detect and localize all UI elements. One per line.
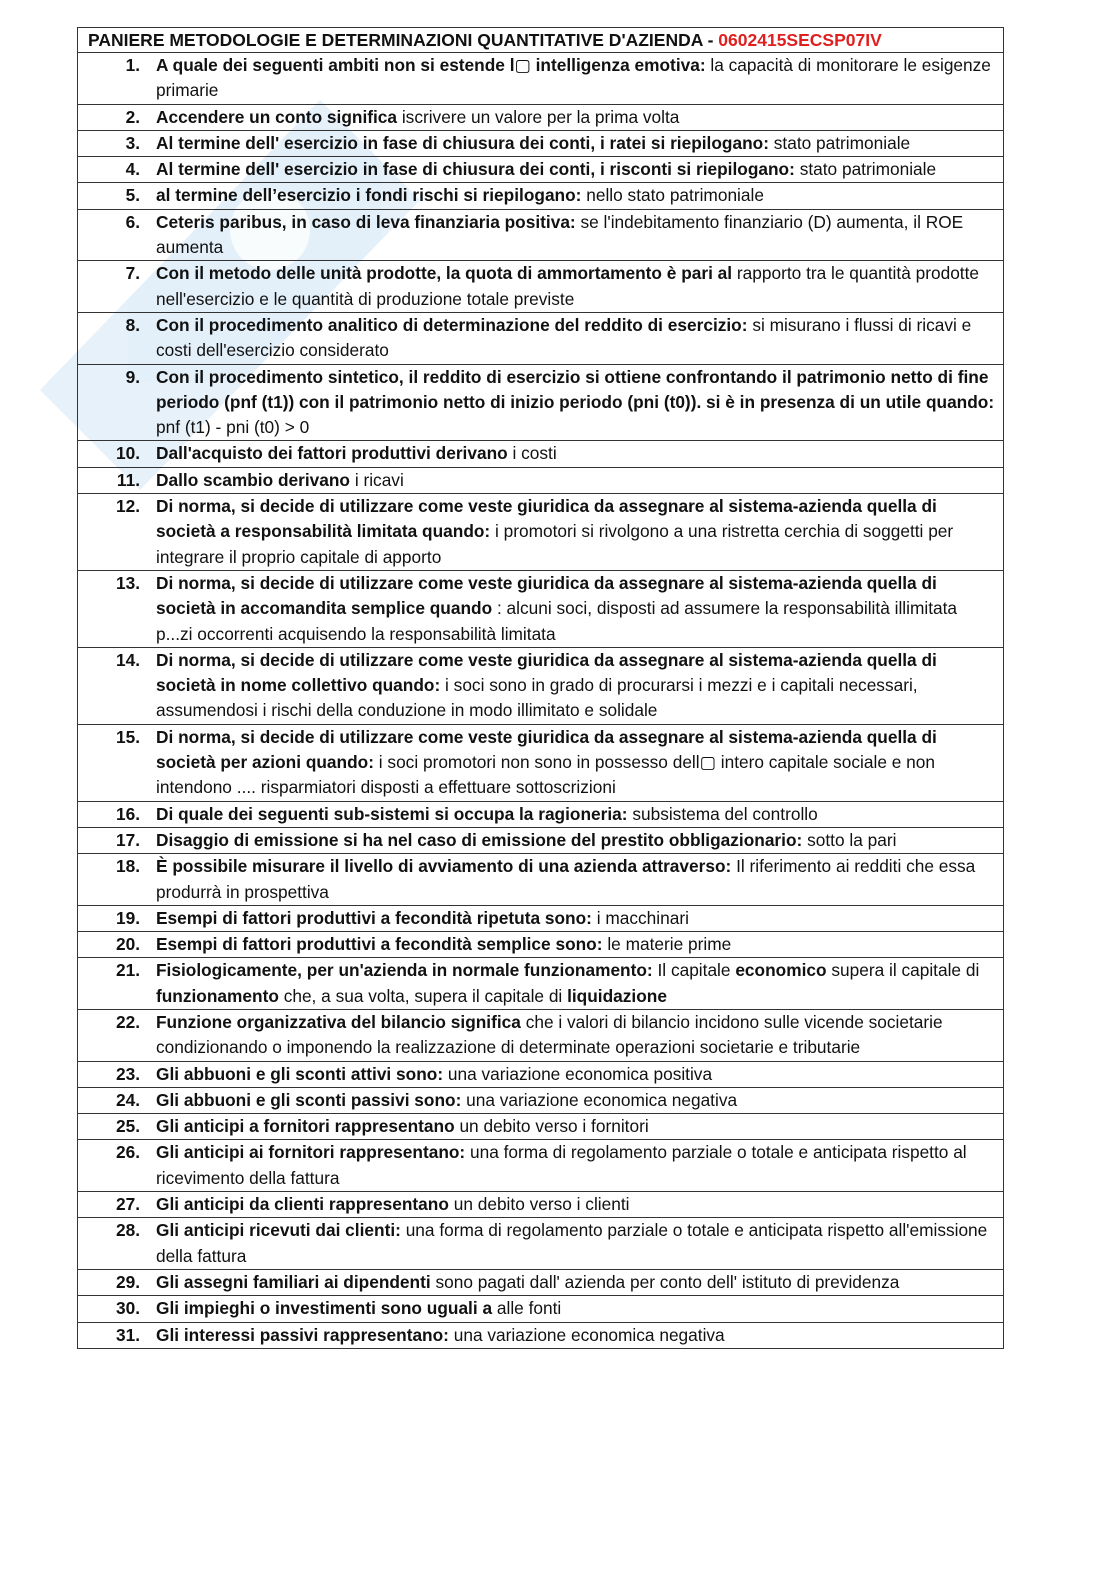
item-number: 31. — [115, 1324, 140, 1345]
question-text: Di norma, si decide di utilizzare come veste giuridica da assegnare al sistema-azienda quella di società in accomandita semplice quando — [156, 572, 937, 619]
answer-text: i costi — [512, 443, 557, 464]
question-text: Gli assegni familiari ai dipendenti — [156, 1271, 431, 1292]
question-cell — [78, 1009, 1004, 1061]
question-cell — [78, 724, 1004, 801]
answer-text: una forma di regolamento parziale o totale e anticipata rispetto al ricevimento della fattura — [156, 1142, 967, 1188]
table-row — [78, 1009, 1004, 1061]
question-text: Gli impieghi o investimenti sono uguali a — [156, 1298, 493, 1319]
item-number: 6. — [125, 211, 140, 232]
table-row — [78, 827, 1004, 853]
question-text: Dallo scambio derivano — [156, 469, 350, 490]
table-row — [78, 905, 1004, 931]
answer-text: sono pagati dall' azienda per conto dell' istituto di previdenza — [435, 1271, 900, 1292]
question-text: Gli anticipi da clienti rappresentano — [156, 1194, 449, 1215]
item-number: 11. — [116, 469, 140, 490]
question-cell — [78, 364, 1004, 441]
item-number: 4. — [125, 159, 140, 180]
answer-part: che, a sua volta, supera il capitale di — [278, 985, 568, 1006]
item-number: 27. — [115, 1194, 140, 1215]
question-text: Dall'acquisto dei fattori produttivi derivano — [156, 443, 508, 464]
question-text: Di norma, si decide di utilizzare come veste giuridica da assegnare al sistema-azienda quella di società in nome collettivo quando: — [156, 649, 937, 696]
question-cell — [78, 854, 1004, 906]
answer-part: funzionamento — [156, 985, 279, 1006]
table-row — [78, 364, 1004, 441]
table-row — [78, 494, 1004, 571]
table-row — [78, 724, 1004, 801]
table-row — [78, 1140, 1004, 1192]
answer-text: : alcuni soci, disposti ad assumere la responsabilità illimitata p...zi occorrenti acquisendo la responsabilità limitata — [156, 598, 958, 644]
question-cell — [78, 570, 1004, 647]
question-text: Di norma, si decide di utilizzare come veste giuridica da assegnare al sistema-azienda quella di società a responsabilità limitata quando: — [156, 496, 937, 542]
question-text: Gli anticipi ricevuti dai clienti: — [156, 1220, 401, 1241]
question-text: Ceteris paribus, in caso di leva finanziaria positiva: — [156, 211, 576, 232]
question-text: Gli abbuoni e gli sconti attivi sono: — [156, 1063, 444, 1084]
question-text: A quale dei seguenti ambiti non si estende l▢ intelligenza emotiva: — [156, 55, 706, 75]
item-number: 25. — [115, 1116, 140, 1137]
table-row — [78, 958, 1004, 1010]
item-number: 9. — [125, 366, 140, 387]
answer-part: economico — [735, 960, 827, 981]
question-cell — [78, 441, 1004, 467]
table-row — [78, 854, 1004, 906]
table-row — [78, 261, 1004, 313]
answer-text: sotto la pari — [807, 829, 897, 850]
answer-text: i soci sono in grado di procurarsi i mezzi e i capitali necessari, assumendosi i rischi della conduzione in modo illimitato e solidale — [156, 675, 918, 721]
item-number: 10. — [115, 443, 140, 464]
answer-text: subsistema del controllo — [632, 803, 818, 824]
item-number: 30. — [115, 1298, 140, 1319]
table-row — [78, 1218, 1004, 1270]
question-text: Di norma, si decide di utilizzare come veste giuridica da assegnare al sistema-azienda quella di società per azioni quando: — [156, 726, 937, 773]
item-number: 22. — [115, 1011, 140, 1032]
item-number: 7. — [125, 263, 140, 284]
title-text: PANIERE METODOLOGIE E DETERMINAZIONI QUANTITATIVE D'AZIENDA - — [88, 30, 719, 50]
question-cell — [78, 1322, 1004, 1348]
title-row — [78, 28, 1004, 53]
table-row — [78, 104, 1004, 130]
item-number: 21. — [115, 960, 140, 981]
question-cell — [78, 1296, 1004, 1322]
question-cell — [78, 958, 1004, 1010]
item-number: 24. — [115, 1089, 140, 1110]
answer-text: una variazione economica negativa — [453, 1324, 725, 1345]
table-row — [78, 312, 1004, 364]
answer-text: iscrivere un valore per la prima volta — [401, 106, 680, 127]
question-text: Con il procedimento sintetico, il reddito di esercizio si ottiene confrontando il patrimonio netto di fine periodo (pnf (t1)) con il patrimonio netto di inizio periodo (pni (t0)). si è in presenza di un utile quando: — [156, 366, 995, 412]
answer-part: liquidazione — [567, 985, 667, 1006]
question-cell — [78, 801, 1004, 827]
question-cell — [78, 494, 1004, 571]
item-number: 16. — [115, 803, 140, 824]
question-cell — [78, 1140, 1004, 1192]
answer-text: rapporto tra le quantità prodotte nell'esercizio e le quantità di produzione totale previste — [156, 263, 980, 309]
question-cell — [78, 104, 1004, 130]
table-row — [78, 209, 1004, 261]
item-number: 2. — [125, 106, 140, 127]
answer-text: una variazione economica negativa — [466, 1089, 738, 1110]
item-number: 1. — [125, 55, 140, 75]
item-number: 29. — [115, 1271, 140, 1292]
item-number: 5. — [125, 185, 140, 206]
question-cell — [78, 467, 1004, 493]
answer-part: supera il capitale di — [826, 960, 980, 981]
answer-text: Il riferimento ai redditi che essa produrrà in prospettiva — [156, 856, 976, 902]
answer-text: che i valori di bilancio incidono sulle vicende societarie condizionando o imponendo la realizzazione di determinate operazioni societarie e tributarie — [156, 1011, 943, 1058]
question-text: Con il procedimento analitico di determinazione del reddito di esercizio: — [156, 314, 748, 335]
table-row — [78, 1061, 1004, 1087]
item-number: 17. — [115, 829, 140, 850]
answer-text: si misurano i flussi di ricavi e costi dell'esercizio considerato — [156, 314, 972, 361]
answer-text: una variazione economica positiva — [447, 1063, 713, 1084]
question-table — [77, 27, 1004, 1349]
question-text: Gli abbuoni e gli sconti passivi sono: — [156, 1089, 462, 1110]
answer-text: un debito verso i clienti — [453, 1194, 630, 1215]
item-number: 23. — [115, 1063, 140, 1084]
question-cell — [78, 312, 1004, 364]
question-text: Funzione organizzativa del bilancio significa — [156, 1011, 521, 1032]
item-number: 26. — [115, 1142, 140, 1163]
answer-text: nello stato patrimoniale — [586, 185, 764, 206]
question-text: Esempi di fattori produttivi a fecondità semplice sono: — [156, 934, 603, 955]
table-row — [78, 1114, 1004, 1140]
question-text: al termine dell’esercizio i fondi rischi si riepilogano: — [156, 185, 582, 206]
answer-text: la capacità di monitorare le esigenze primarie — [156, 55, 991, 101]
table-row — [78, 801, 1004, 827]
question-cell — [78, 1192, 1004, 1218]
question-text: Esempi di fattori produttivi a fecondità ripetuta sono: — [156, 907, 592, 928]
table-row — [78, 1296, 1004, 1322]
question-text: Con il metodo delle unità prodotte, la quota di ammortamento è pari al — [156, 263, 733, 284]
question-cell — [78, 932, 1004, 958]
item-number: 13. — [115, 572, 140, 593]
question-cell — [78, 209, 1004, 261]
question-cell — [78, 130, 1004, 156]
table-row — [78, 53, 1004, 105]
answer-text: i soci promotori non sono in possesso dell▢ intero capitale sociale e non intendono .... risparmiatori disposti a effettuare sottoscrizioni — [156, 752, 935, 798]
answer-text: alle fonti — [496, 1298, 562, 1319]
question-text: Al termine dell' esercizio in fase di chiusura dei conti, i risconti si riepilogano: — [156, 159, 795, 180]
question-text: Gli interessi passivi rappresentano: — [156, 1324, 449, 1345]
table-row — [78, 570, 1004, 647]
table-row — [78, 1192, 1004, 1218]
table-row — [78, 932, 1004, 958]
item-number: 20. — [115, 934, 140, 955]
item-number: 18. — [115, 856, 140, 877]
table-row — [78, 441, 1004, 467]
table-row — [78, 157, 1004, 183]
answer-text: i macchinari — [596, 907, 689, 928]
item-number: 19. — [115, 907, 140, 928]
question-cell — [78, 1114, 1004, 1140]
document-title — [78, 28, 1004, 53]
answer-text: stato patrimoniale — [799, 159, 937, 180]
question-cell — [78, 905, 1004, 931]
question-text: Gli anticipi a fornitori rappresentano — [156, 1116, 455, 1137]
question-cell — [78, 1269, 1004, 1295]
question-cell — [78, 157, 1004, 183]
item-number: 12. — [115, 496, 140, 517]
answer-text: pnf (t1) - pni (t0) > 0 — [156, 417, 310, 438]
answer-text: una forma di regolamento parziale o totale e anticipata rispetto all'emissione della fattura — [156, 1220, 988, 1266]
answer-text: le materie prime — [607, 934, 732, 955]
answer-text: stato patrimoniale — [773, 132, 911, 153]
question-cell — [78, 1218, 1004, 1270]
item-number: 3. — [125, 132, 140, 153]
question-text: Di quale dei seguenti sub-sistemi si occupa la ragioneria: — [156, 803, 628, 824]
table-row — [78, 130, 1004, 156]
table-row — [78, 1087, 1004, 1113]
item-number: 14. — [115, 649, 140, 670]
question-text: Disaggio di emissione si ha nel caso di emissione del prestito obbligazionario: — [156, 829, 803, 850]
table-row — [78, 1269, 1004, 1295]
table-row — [78, 183, 1004, 209]
item-number: 28. — [115, 1220, 140, 1241]
item-number: 15. — [115, 726, 140, 747]
question-cell — [78, 1087, 1004, 1113]
question-cell — [78, 827, 1004, 853]
table-row — [78, 647, 1004, 724]
table-row — [78, 467, 1004, 493]
course-code: 0602415SECSP07IV — [718, 30, 882, 50]
answer-text: i ricavi — [354, 469, 404, 490]
answer-text: un debito verso i fornitori — [459, 1116, 649, 1137]
question-cell — [78, 1061, 1004, 1087]
question-text: Al termine dell' esercizio in fase di chiusura dei conti, i ratei si riepilogano: — [156, 132, 769, 153]
question-cell — [78, 183, 1004, 209]
question-cell — [78, 647, 1004, 724]
answer-part: Il capitale — [657, 960, 736, 981]
question-cell — [78, 53, 1004, 105]
table-row — [78, 1322, 1004, 1348]
question-text: Accendere un conto significa — [156, 106, 398, 127]
answer-text: i promotori si rivolgono a una ristretta cerchia di soggetti per integrare il proprio capitale di apporto — [156, 521, 954, 567]
question-text: Fisiologicamente, per un'azienda in normale funzionamento: — [156, 960, 653, 981]
answer-text: se l'indebitamento finanziario (D) aumenta, il ROE aumenta — [156, 211, 964, 258]
question-text: È possibile misurare il livello di avviamento di una azienda attraverso: — [156, 856, 732, 877]
item-number: 8. — [125, 314, 140, 335]
question-text: Gli anticipi ai fornitori rappresentano: — [156, 1142, 466, 1163]
question-cell — [78, 261, 1004, 313]
